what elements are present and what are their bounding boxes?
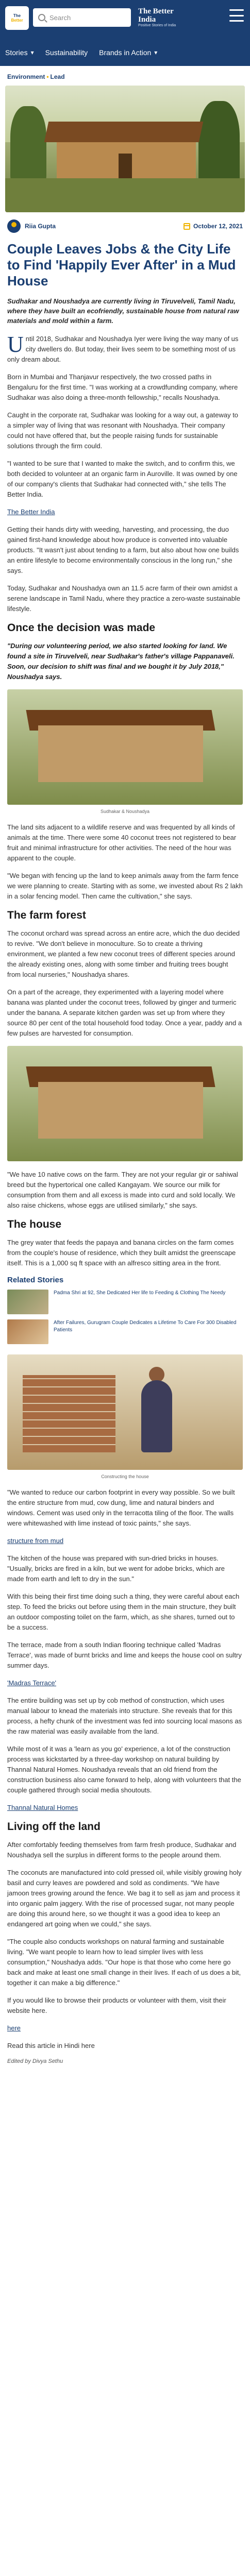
- paragraph: The grey water that feeds the papaya and banana circles on the farm comes from the couple's house of residence, which they built amidst the greenscape itself. This is a 1,000 sq ft space with an alfresco sitting area in the front.: [7, 1239, 236, 1267]
- inline-link[interactable]: structure from mud: [7, 1537, 64, 1545]
- article-image: [7, 689, 243, 805]
- paragraph: [7, 1678, 243, 1688]
- paragraph: Read this article in Hindi here: [7, 2042, 95, 2049]
- chevron-down-icon: ▾: [30, 49, 34, 56]
- section-heading: The farm forest: [7, 909, 86, 921]
- logo-line2: Better: [11, 18, 23, 23]
- related-item[interactable]: [7, 1290, 243, 1314]
- paragraph: The land sits adjacent to a wildlife reserve and was frequented by all kinds of animals at the time. There were some 40 coconut trees not registered to bear fruit and minimal infrastructure for other activities. The need of the hour was apparent to the couple.: [7, 823, 237, 862]
- related-thumbnail[interactable]: [7, 1319, 48, 1344]
- nav-item-stories[interactable]: Stories: [5, 48, 28, 57]
- breadcrumb-subsection[interactable]: Lead: [50, 73, 65, 80]
- image-caption: Sudhakar & Noushadya: [100, 809, 150, 814]
- related-link[interactable]: After Failures, Gurugram Couple Dedicates a Lifetime To Care For 300 Disabled Patients: [54, 1320, 237, 1333]
- breadcrumb-section[interactable]: Environment: [7, 73, 45, 80]
- brand-line1: The Better: [138, 7, 174, 15]
- paragraph: The coconuts are manufactured into cold pressed oil, while visibly growing holy basil and curry leaves are powdered and sold as condiments. "We have jamoon trees growing around the fence. We bag it to sell as jam and process it into organic palm jaggery. With the rise of processed sugar, not many people are doing this around here, so we thought it was a good idea to keep an endangered art going when we could," she says.: [7, 1869, 242, 1928]
- publish-date: [184, 223, 243, 230]
- logo-line1: The: [13, 13, 21, 18]
- figure: [7, 1046, 243, 1161]
- breadcrumb-separator: •: [46, 73, 49, 80]
- hero-image: [5, 86, 245, 212]
- section-heading: Living off the land: [7, 1821, 101, 1833]
- paragraph: While most of it was a 'learn as you go' experience, a lot of the construction process was kickstarted by a three-day workshop on natural building by Thannal Natural Homes. Noushadya reveals that an old friend from the construction business also came forward to help, along with volunteers that the couple gathered through social media shoutouts.: [7, 1745, 241, 1794]
- paragraph: Caught in the corporate rat, Sudhakar was looking for a way out, a gateway to a simpler way of living that was resonant with Noushadya. Their company could not have offered that, but the people raising funds for sustainable solutions through the firm could.: [7, 411, 239, 450]
- paragraph: "We wanted to reduce our carbon footprint in every way possible. So we built the entire structure from mud, cow dung, lime and natural binders and windows. Cement was used only in the terracotta tiling of the floor. The walls were whitewashed with lime instead of toxic paints," she says.: [7, 1488, 235, 1527]
- paragraph: "I wanted to be sure that I wanted to make the switch, and to confirm this, we both decided to volunteer at an organic farm in Auroville. It was owned by one of our company's clients that Sudhakar had connected with," she tells The Better India.: [7, 460, 238, 498]
- paragraph: "We began with fencing up the land to keep animals away from the farm fence we were planning to create. Starting with as some, we invested about Rs 2 lakh in a solar fencing model. Then came the cultivation," she says.: [7, 872, 243, 900]
- avatar: [7, 219, 21, 233]
- search-icon: [38, 14, 45, 21]
- paragraph: On a part of the acreage, they experimented with a layering model where banana was planted under the coconut trees, followed by ginger and turmeric under the banana. A separate kitchen garden was set up from where they source 80 per cent of the total household food today. Once a year, paddy and a few pulses are harvested for consumption.: [7, 988, 242, 1037]
- inline-link[interactable]: 'Madras Terrace': [7, 1679, 57, 1687]
- paragraph: Until 2018, Sudhakar and Noushadya Iyer were living the way many of us city dwellers do. But today, their lives seem to be something most of us only dream about.: [7, 332, 239, 363]
- paragraph: The coconut orchard was spread across an entire acre, which the duo decided to revive. "We don't believe in monoculture. So to create a thriving environment, we planted a few new coconut trees of different species around the already existing ones, along with some timber and fruiting trees bought from local nurseries," Noushadya shares.: [7, 929, 240, 978]
- inline-link[interactable]: Thannal Natural Homes: [7, 1804, 78, 1811]
- search-placeholder: Search: [49, 13, 71, 22]
- paragraph: [7, 507, 243, 517]
- related-item[interactable]: [7, 1319, 243, 1344]
- calendar-icon: [184, 223, 190, 230]
- breadcrumb: [0, 66, 250, 86]
- nav-item-brands[interactable]: Brands in Action: [99, 48, 152, 57]
- article-image: [7, 1354, 243, 1470]
- brand-logo[interactable]: [138, 7, 188, 28]
- pull-quote: "During our volunteering period, we also started looking for land. We found a site in Tiruvelveli, near Sudhakar's father's village Pappanaveli. Soon, our decision to shift was final and we bought it by July 2018," Noushadya says.: [7, 642, 235, 681]
- menu-icon[interactable]: [229, 9, 244, 22]
- brand-tagline: Positive Stories of India: [138, 24, 176, 27]
- author-name[interactable]: Riia Gupta: [25, 223, 56, 230]
- nav-item-sustainability[interactable]: Sustainability: [45, 48, 88, 57]
- related-thumbnail[interactable]: [7, 1290, 48, 1314]
- article-meta: [0, 212, 250, 236]
- editor-credit: Edited by Divya Sethu: [7, 2058, 63, 2064]
- paragraph: Getting their hands dirty with weeding, harvesting, and processing, the duo gained first-hand knowledge about how produce is converted into valuable products. "It wasn't just about tending to a farm, but also about how one builds an entire lifestyle to become environmentally conscious in the long run," she says.: [7, 526, 239, 574]
- paragraph: After comfortably feeding themselves from farm fresh produce, Sudhakar and Noushadya sell the surplus in different forms to the people around them.: [7, 1841, 237, 1859]
- site-logo[interactable]: [5, 6, 29, 30]
- image-caption: Constructing the house: [101, 1474, 149, 1479]
- paragraph: [7, 2023, 243, 2033]
- paragraph: The entire building was set up by cob method of construction, which uses manual labour to knead the materials into structure. She reveals that for this process, a hefty chunk of the investment was fed into sourcing local masons as the raw material was easily available from the land.: [7, 1697, 242, 1735]
- section-heading: Once the decision was made: [7, 622, 156, 634]
- paragraph: [7, 1803, 243, 1813]
- chevron-down-icon: ▾: [154, 49, 158, 56]
- paragraph: "The couple also conducts workshops on natural farming and sustainable living. "We want people to learn how to lead simpler lives with less consumption," Noushadya adds. "Our hope is that those who come here go back and make at least one small change in their lives. If each of us does a bit, together it can make a big difference.": [7, 1938, 241, 1987]
- paragraph: The terrace, made from a south Indian flooring technique called 'Madras Terrace', was made of burnt bricks and lime and keeps the house cool on sultry summer days.: [7, 1641, 242, 1669]
- article-subtitle: Sudhakar and Noushadya are currently living in Tiruvelveli, Tamil Nadu, where they have built an ecofriendly, sustainable house from natural raw materials and mold within a farm.: [7, 297, 239, 325]
- section-heading: The house: [7, 1218, 62, 1230]
- paragraph: Today, Sudhakar and Noushadya own an 11.5 acre farm of their own amidst a serene landscape in Tamil Nadu, where they practice a zero-waste sustainable lifestyle.: [7, 584, 241, 613]
- article-image: [7, 1046, 243, 1161]
- related-link[interactable]: Padma Shri at 92, She Dedicated Her life to Feeding & Clothing The Needy: [54, 1290, 226, 1296]
- related-stories: [7, 1276, 243, 1344]
- paragraph: With this being their first time doing such a thing, they were careful about each step. To feed the bricks out before using them in the main structure, they built an outdoor composting toilet on the farm, which, as she shares, turned out to be a success.: [7, 1592, 240, 1631]
- date-text: October 12, 2021: [193, 223, 243, 230]
- paragraph: If you would like to browse their products or volunteer with them, visit their website here.: [7, 1996, 226, 2014]
- site-header: [0, 0, 250, 66]
- inline-link[interactable]: here: [7, 2024, 21, 2032]
- article-body: [0, 329, 250, 2064]
- page-title: Couple Leaves Jobs & the City Life to Find 'Happily Ever After' in a Mud House: [7, 241, 236, 289]
- figure: [7, 689, 243, 814]
- paragraph: Born in Mumbai and Thanjavur respectively, the two crossed paths in Bengaluru for the first time. "I was working at a crowdfunding company, where Sudhakar was also doing a three-month fellowship," recalls Noushadya.: [7, 373, 238, 401]
- search-input[interactable]: [33, 8, 131, 27]
- paragraph: [7, 1536, 243, 1546]
- brand-line2: India: [138, 15, 156, 24]
- figure: [7, 1354, 243, 1479]
- author-block[interactable]: [7, 219, 56, 233]
- related-heading: Related Stories: [7, 1276, 64, 1284]
- paragraph: The kitchen of the house was prepared with sun-dried bricks in houses. "Usually, bricks are fired in a kiln, but we went for adobe bricks, which are made from earth and left to dry in the sun.": [7, 1554, 225, 1583]
- paragraph: "We have 10 native cows on the farm. They are not your regular gir or sahiwal breed but the hypertorical one called Kangayam. We source our milk for consumption from them and all excess is made into curd and sold locally. We also raise chickens, whose eggs are utilised similarly," she says.: [7, 1171, 238, 1209]
- inline-link[interactable]: The Better India: [7, 508, 55, 516]
- main-nav: [0, 39, 250, 66]
